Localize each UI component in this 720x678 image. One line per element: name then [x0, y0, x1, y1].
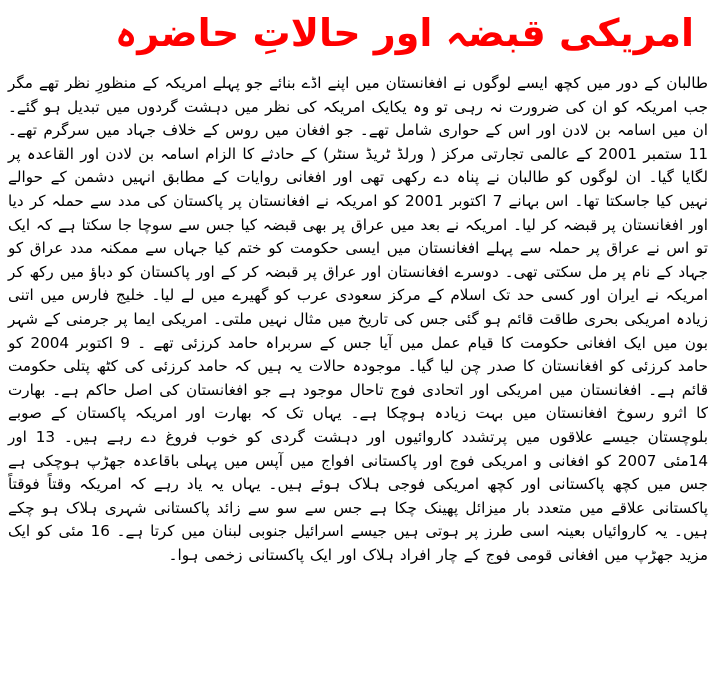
article-title: امریکی قبضہ اور حالاتِ حاضرہ: [115, 11, 694, 55]
article-body: طالبان کے دور میں کچھ ایسے لوگوں نے افغانستان میں اپنے اڈے بنائے جو پہلے امریکہ کے منظورِ نظر تھے مگر جب امریکہ کو ان کی ضرورت نہ رہی تو وہ یکایک امریکہ کی نظر میں دہشت گردوں میں تبدیل ہو گئے۔ ان میں اسامہ بن لادن اور اس کے حواری شامل تھے۔ جو افغان میں روس کے خلاف جہاد میں سرگرم تھے۔ 11 ستمبر 2001 کے عالمی تجارتی مرکز ( ورلڈ ٹریڈ سنٹر) کے حادثے کا الزام اسامہ بن لادن اور القاعدہ پر لگایا گیا۔ ان لوگوں کو طالبان نے پناہ دے رکھی تھی اور افغانی روایات کے مطابق انہیں دشمن کے حوالے نہیں کیا جاسکتا تھا۔ اس بہانے 7 اکتوبر 2001 کو امریکہ نے افغانستان پر پاکستان کی مدد سے حملہ کر دیا اور افغانستان پر قبضہ کر لیا۔ امریکہ نے بعد میں عراق پر بھی قبضہ کیا جس سے سوچا جا سکتا ہے کہ ایک تو اس نے عراق پر حملہ سے پہلے افغانستان میں ایسی حکومت کو ختم کیا جہاں سے ممکنہ مدد عراق کو جہاد کے نام پر مل سکتی تھی۔ دوسرے افغانستان اور عراق پر قبضہ کر کے اور پاکستان کو دباؤ میں رکھ کر امریکہ نے ایران اور کسی حد تک اسلام کے مرکز سعودی عرب کو گھیرے میں لے لیا۔ خلیج فارس میں اتنی زیادہ امریکی بحری طاقت قائم ہو گئی جس کی تاریخ میں مثال نہیں ملتی۔ امریکی ایما پر جرمنی کے شہر بون میں ایک افغانی حکومت کا قیام عمل میں آیا جس کے سربراہ حامد کرزئی تھے ۔ 9 اکتوبر 2004 کو حامد کرزئی کو افغانستان کا صدر چن لیا گیا۔ موجودہ حالات یہ ہیں کہ حامد کرزئی کی کٹھ پتلی حکومت قائم ہے۔ افغانستان میں امریکی اور اتحادی فوج تاحال موجود ہے جو افغانستان کی اصل حاکم ہے۔ بھارت کا اثرو رسوخ افغانستان میں بہت زیادہ ہوچکا ہے۔ یہاں تک کہ بھارت اور امریکہ پاکستان کے صوبے بلوچستان جیسے علاقوں میں پرتشدد کاروائیوں اور دہشت گردی کو خوب فروغ دے رہے ہیں۔ 13 اور 14مئی 2007 کو افغانی و امریکی فوج اور پاکستانی افواج میں آپس میں پہلی باقاعدہ جھڑپ ہوچکی ہے جس میں کچھ پاکستانی اور کچھ امریکی فوجی ہلاک ہوئے ہیں۔ یہاں یہ یاد رہے کہ امریکہ وقتاً فوقتاً پاکستانی علاقے میں متعدد بار میزائل پھینک چکا ہے جس سے سو سے زائد پاکستانی شہری ہلاک ہو چکے ہیں۔ یہ کاروائیاں بعینہ اسی طرز پر ہوتی ہیں جیسے اسرائیل جنوبی لبنان میں کرتا ہے۔ 16 مئی کو ایک مزید جھڑپ میں افغانی قومی فوج کے چار افراد ہلاک اور ایک پاکستانی زخمی ہوا۔: [8, 74, 708, 564]
